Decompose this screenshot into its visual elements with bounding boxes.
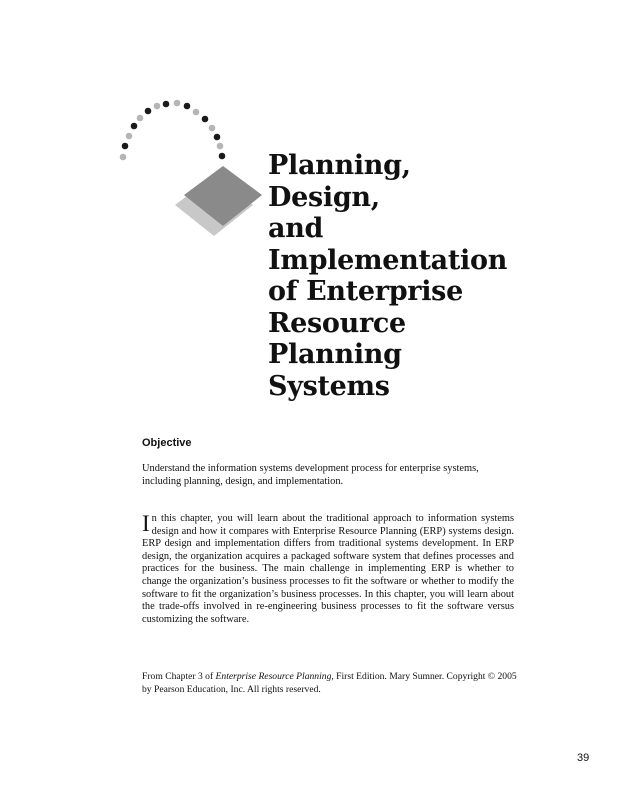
dot-arc-ornament xyxy=(120,100,226,161)
chapter-title xyxy=(268,150,608,402)
ornament-dot xyxy=(214,134,221,141)
ornament-dot xyxy=(174,100,181,107)
ornament-dot xyxy=(126,133,133,140)
ornament-dot xyxy=(137,115,144,122)
ornament-dot xyxy=(131,123,138,130)
intro-text: n this chapter, you will learn about the traditional approach to information systems design and how it compares with Enterprise Resource Planning (ERP) systems design. ERP design and implementation differs from traditional systems development. In ERP design, the organization acquires a packaged software system that defines processes and practices for the business. The main challenge in implementing ERP is whether to change the organization’s business processes to fit the software or whether to modify the software to fit the organization’s business processes. In this chapter, you will learn about the trade-offs involved in re-engineering business processes to fit the software versus customizing the software. xyxy=(142,513,514,625)
objective-heading: Objective xyxy=(142,437,192,449)
chapter-title-line: Planning xyxy=(268,339,402,370)
chapter-title-line: Resource xyxy=(268,307,406,339)
ornament-dot xyxy=(122,143,129,150)
ornament-dot xyxy=(184,103,191,110)
diamond-ornament xyxy=(175,166,262,236)
ornament-dot xyxy=(154,103,161,110)
ornament-dot xyxy=(193,109,200,116)
source-footnote xyxy=(142,671,522,696)
chapter-title-line: Planning, xyxy=(268,150,411,181)
ornament-dot xyxy=(209,125,216,132)
ornament-dot xyxy=(219,153,226,160)
ornament-dot xyxy=(202,116,209,123)
footnote-prefix: From Chapter 3 of xyxy=(142,671,216,682)
ornament-dot xyxy=(120,154,127,161)
chapter-title-line: of Enterprise xyxy=(268,276,463,307)
chapter-title-line: Implementation xyxy=(268,244,508,276)
chapter-title-line: Systems xyxy=(268,370,390,402)
chapter-title-line: and xyxy=(268,213,324,244)
page-number: 39 xyxy=(577,752,590,764)
drop-cap: I xyxy=(142,511,150,536)
footnote-suffix: , First Edition. Mary Sumner. Copyright © 2005 by Pearson Education, Inc. All rights reserved. xyxy=(142,671,517,695)
footnote-book-title: Enterprise Resource Planning xyxy=(215,671,332,682)
ornament-dot xyxy=(217,143,224,150)
intro-paragraph xyxy=(142,513,514,626)
ornament-dot xyxy=(163,101,170,108)
ornament-dot xyxy=(145,108,152,115)
chapter-title-line: Design, xyxy=(268,181,380,213)
objective-text: Understand the information systems development process for enterprise systems, including planning, design, and implementation. xyxy=(142,463,479,487)
